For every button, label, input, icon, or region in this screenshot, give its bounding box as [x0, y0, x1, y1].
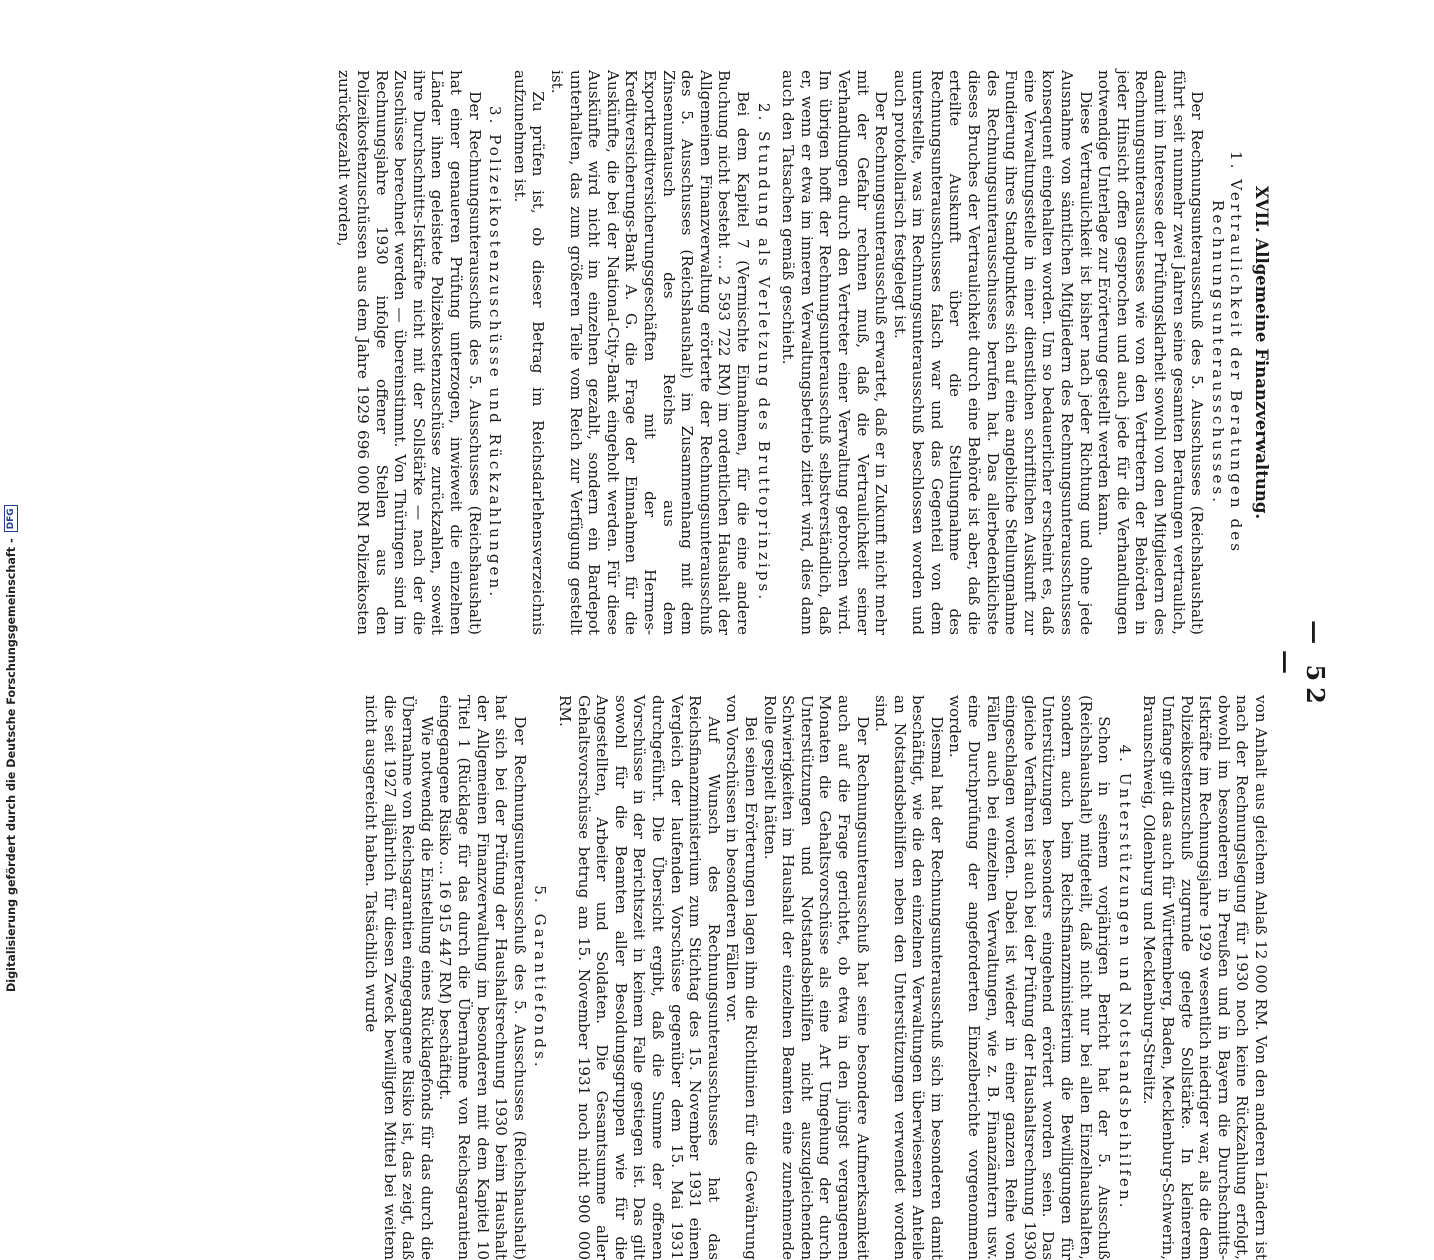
section-1-paragraph-3: Der Rechnungsunterausschuß erwartet, daß er in Zukunft nicht mehr mit der Gefahr rechnen muß, daß die Vertraulichkeit seiner Verhandlungen durch den Vertreter einer Verwaltung gebrochen wird. Im übrigen hofft der Rechnungsunterausschuß selbstverständlich, daß er, wenn er etwa im inneren Verwaltungsbetrieb zitiert wird, dies dann auch den Tatsachen gemäß geschieht.	[779, 70, 891, 635]
page-header	[1272, 70, 1330, 1260]
section-2-paragraph-1: Bei dem Kapitel 7 (Vermischte Einnahmen, für die eine andere Buchung nicht besteht ... 2 593 722 RM) im ordentlichen Haushalt der Allgemeinen Finanzverwaltung erörterte der Rechnungsunterausschuß des 5. Ausschusses (Reichshaushalt) im Zusammenhang mit dem Zinsenumtausch des Reichs aus dem Exportkreditversicherungsgeschäften mit der Hermes-Kreditversicherungs-Bank A. G. die Frage der Einnahmen für die Auskünfte, die bei der National-City-Bank eingeholt werden. Für diese Auskünfte wird nicht im einzelnen gezahlt, sondern ein Bardepot unterhalten, das zum größeren Teile vom Reich zur Verfügung gestellt ist.	[548, 70, 752, 635]
left-column	[335, 70, 1270, 635]
right-column	[362, 695, 1271, 1260]
section-5-heading: 5. Garantiefonds.	[531, 885, 550, 1070]
section-4-paragraph-1: Schon in seinem vorjährigen Bericht hat der 5. Ausschuß (Reichshaushalt) mitgeteilt, daß nicht nur bei allen Einzelhaushalten, sondern auch beim Reichsfinanzministerium die Bewilligungen für Unterstützungen besonders eingehend erörtert worden seien. Das gleiche Verfahren ist auch bei der Prüfung der Haushaltsrechnung 1930 eingeschlagen worden. Dabei ist wieder in einer ganzen Reihe von Fällen auch bei einzelnen Verwaltungen, wie z. B. Finanzämtern usw. eine Durchprüfung der angeforderten Einzelberichte vorgenommen worden.	[946, 695, 1114, 1260]
section-2-heading: 2. Stundung als Verletzung des Bruttoprinzips.	[754, 102, 773, 603]
section-1-heading: 1. Vertraulichkeit der Beratungen des Rechnungsunterausschusses.	[1208, 150, 1246, 555]
section-3-heading: 3. Polizeikostenzuschüsse und Rückzahlungen.	[486, 105, 505, 600]
rotated-page	[140, 70, 1330, 1260]
section-4-heading: 4. Unterstützungen und Notstandsbeihilfen.	[1115, 744, 1134, 1211]
section-1-paragraph-1: Der Rechnungsunterausschuß des 5. Ausschusses (Reichshaushalt) führt seit nunmehr zwei Jahren seine gesamten Beratungen vertraulich, damit im Interesse der Prüfungsklarheit sowohl von den Mitgliedern des Rechnungsunterausschusses wie von den Vertretern der Behörden in jeder Hinsicht offen gesprochen und auch jede für die Verhandlungen notwendige Unterlage zur Erörterung gestellt werden kann.	[1095, 70, 1207, 635]
digitization-note	[2, 0, 20, 992]
section-4-paragraph-5: Auf Wunsch des Rechnungsunterausschusses hat das Reichsfinanzministerium zum Stichtag des 15. November 1931 einen Vergleich der laufenden Vorschüsse gegenüber dem 15. Mai 1931 durchgeführt. Die Übersicht ergibt, daß die Summe der offenen Vorschüsse in der Berichtszeit in keinem Falle gestiegen ist. Das gilt sowohl für die Beamten aller Besoldungsgruppen wie für die Angestellten, Arbeiter und Soldaten. Die Gesamtsumme aller Gehaltsvorschüsse betrug am 15. November 1931 noch nicht 900 000 RM.	[556, 695, 723, 1260]
section-4-paragraph-4: Bei seinen Erörterungen lagen ihm die Richtlinien für die Gewährung von Vorschüssen in besonderen Fällen vor.	[723, 695, 760, 1260]
section-5-paragraph-2: Wie notwendig die Einstellung eines Rücklagefonds für das durch die Übernahme von Reichsgarantien eingegangene Risiko ist, das zeigt, daß die seit 1927 alljährlich für diesen Zweck bewilligten Mittel bei weitem nicht ausgereicht haben. Tatsächlich wurde	[362, 695, 436, 1260]
section-2-paragraph-2: Zu prüfen ist, ob dieser Betrag im Reichsdarlehensverzeichnis aufzunehmen ist.	[510, 70, 548, 635]
section-4-paragraph-2: Diesmal hat der Rechnungsunterausschuß sich im besonderen damit beschäftigt, wie die den einzelnen Verwaltungen überwiesenen Anteile an Notstandsbeihilfen neben den Unterstützungen verwendet worden sind.	[872, 695, 946, 1260]
chapter-heading: XVII. Allgemeine Finanzverwaltung.	[1252, 185, 1271, 520]
digitization-note-text: Digitalisierung gefördert durch die Deutsche Forschungsgemeinschaft -	[4, 538, 18, 992]
section-3-paragraph-1: Der Rechnungsunterausschuß des 5. Ausschusses (Reichshaushalt) hat einer genaueren Prüfung unterzogen, inwieweit die einzelnen Länder ihnen geleistete Polizeikostenzuschüsse zurückzahlen, soweit ihre Durchschnitts-Istkräfte nicht mit der Sollstärke — nach der die Zuschüsse berechnet werden — übereinstimmt. Von Thüringen sind im Rechnungsjahre 1930 infolge offener Stellen aus den Polizeikostenzuschüssen aus dem Jahre 1929 696 000 RM Polizeikosten zurückgezahlt worden,	[335, 70, 484, 635]
section-5-paragraph-1: Der Rechnungsunterausschuß des 5. Ausschusses (Reichshaushalt) hat sich bei der Prüfung der Haushaltsrechnung 1930 beim Haushalt der Allgemeinen Finanzverwaltung im besonderen mit dem Kapitel 10 Titel 1 (Rücklage für das durch die Übernahme von Reichsgarantien eingegangene Risiko ... 16 915 447 RM) beschäftigt.	[436, 695, 529, 1260]
dfg-logo: DFG	[4, 505, 18, 532]
section-4-paragraph-3: Der Rechnungsunterausschuß hat seine besondere Aufmerksamkeit auch auf die Frage gerichtet, ob etwa in den jüngst vergangenen Monaten die Gehaltsvorschüsse als eine Art Umgehung der durch Unterstützungen und Notstandsbeihilfen nicht auszugleichenden Schwierigkeiten im Haushalt der einzelnen Beamten eine zunehmende Rolle gespielt hätten.	[760, 695, 872, 1260]
continued-paragraph: von Anhalt aus gleichem Anlaß 12 000 RM. Von den anderen Ländern ist nach der Rechnungslegung für 1930 noch keine Rückzahlung erfolgt, obwohl im besonderen in Preußen und in Bayern die Durchschnitts-Istkräfte im Rechnungsjahre 1929 wesentlich niedriger war, als die dem Polizeikostenzuschuß zugrunde gelegte Sollstärke. In kleinerem Umfange gilt das auch für Württemberg, Baden, Mecklenburg-Schwerin, Braunschweig, Oldenburg und Mecklenburg-Strelitz.	[1140, 695, 1270, 1260]
page-number: — 52 —	[1272, 620, 1330, 710]
section-1-paragraph-2: Diese Vertraulichkeit ist bisher nach jeder Richtung und ohne jede Ausnahme von sämtlichen Mitgliedern des Rechnungsunterausschusses konsequent eingehalten worden. Um so bedauerlicher erscheint es, daß eine Verwaltungsstelle in einer dienstlichen schriftlichen Auskunft zur Fundierung ihres Standpunktes sich auf eine angebliche Stellungnahme des Rechnungsunterausschusses berufen hat. Das allerbedenklichste dieses Bruches der Vertraulichkeit durch eine Behörde ist aber, daß die erteilte Auskunft über die Stellungnahme des Rechnungsunterausschusses falsch war und das Gegenteil von dem unterstellte, was im Rechnungsunterausschuß beschlossen worden und auch protokollarisch festgelegt ist.	[890, 70, 1095, 635]
